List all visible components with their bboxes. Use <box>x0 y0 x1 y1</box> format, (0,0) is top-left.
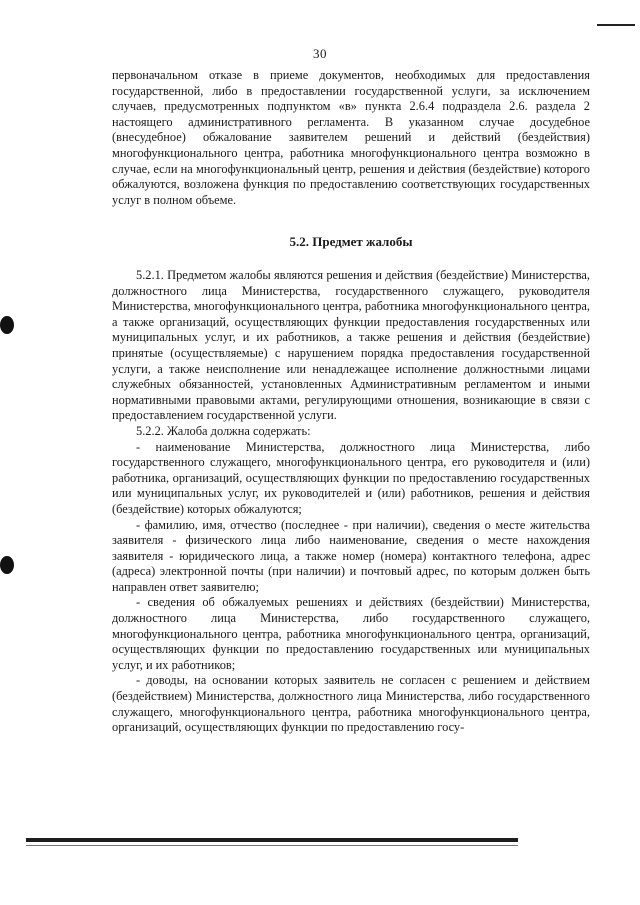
list-item-decisions: - сведения об обжалуемых решениях и действиях (бездействии) Министерства, должностного лица Министерства, либо государственного служащего, многофункционального центра, работника многофункционального центра, организаций, осуществляющих функции по предоставлению государственных или муниципальных услуг, и их работников; <box>112 595 590 672</box>
section-heading: 5.2. Предмет жалобы <box>289 234 413 249</box>
paragraph-5-2-1: 5.2.1. Предметом жалобы являются решения и действия (бездействие) Министерства, должностного лица Министерства, государственного служащего, руководителя Министерства, многофункционального центра, работника многофункционального центра, а также организаций, осуществляющих функции предоставления государственных или муниципальных услуг, и их работников, а также решения и действия (бездействие) принятые (осуществляемые) с нарушением порядка предоставления государственной услуги, а также неисполнение или ненадлежащее исполнение должностными лицами служебных обязанностей, установленных Административным регламентом и иными нормативными правовыми актами, регулирующими отношения, возникающие в связи с предоставлением государственной услуги. <box>112 268 590 423</box>
list-item-name: - наименование Министерства, должностного лица Министерства, либо государственного служащего, многофункционального центра, его руководителя и (или) работника, организаций, осуществляющих функции по предоставлению государственных или муниципальных услуг, их руководителей и (или) работников, решения и действия (бездействие) которых обжалуются; <box>112 439 590 516</box>
scan-bottom-line <box>26 845 518 846</box>
punch-hole-mark <box>0 316 14 334</box>
list-item-arguments: - доводы, на основании которых заявитель не согласен с решением и действием (бездействием) Министерства, должностного лица Министерства, либо государственного служащего, многофункционального центра, работника многофункционального центра, организаций, осуществляющих функции по предоставлению госу- <box>112 673 590 735</box>
section-body <box>112 268 590 736</box>
scan-edge-mark <box>597 24 635 26</box>
punch-hole-mark <box>0 556 14 574</box>
intro-paragraph: первоначальном отказе в приеме документов, необходимых для предоставления государственной, либо в предоставлении государственной услуги, за исключением случаев, предусмотренных подпунктом «в» пункта 2.6.4 подраздела 2.6. раздела 2 настоящего административного регламента. В указанном случае досудебное (внесудебное) обжалование заявителем решений и действий (бездействия) многофункционального центра, работника многофункционального центра возможно в случае, если на многофункциональный центр, решения и действия (бездействие) которого обжалуются, возложена функция по предоставлению соответствующих государственных услуг в полном объеме. <box>112 68 590 207</box>
intro-text-block <box>112 68 590 208</box>
page-number: 30 <box>313 46 327 61</box>
paragraph-5-2-2: 5.2.2. Жалоба должна содержать: <box>136 423 311 438</box>
list-item-applicant: - фамилию, имя, отчество (последнее - при наличии), сведения о месте жительства заявителя - физического лица либо наименование, сведения о месте нахождения заявителя - юридического лица, а также номер (номера) контактного телефона, адрес (адреса) электронной почты (при наличии) и почтовый адрес, по которым должен быть направлен ответ заявителю; <box>112 517 590 594</box>
scan-bottom-bar <box>26 838 518 842</box>
